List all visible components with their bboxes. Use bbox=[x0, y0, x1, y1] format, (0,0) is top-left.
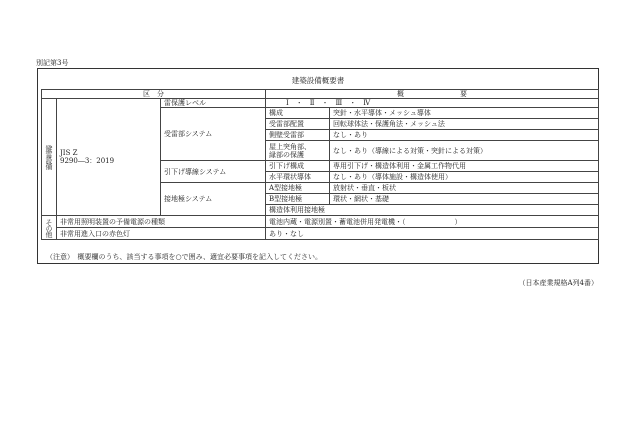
earthing-item: 構造体利用接地極 bbox=[266, 205, 599, 216]
header-row bbox=[42, 90, 599, 99]
down-conductor-item: 水平環状導体 bbox=[266, 172, 330, 183]
others-group-label: その他 bbox=[42, 216, 57, 240]
earthing-value: 環状・網状・基礎 bbox=[330, 194, 599, 205]
earthing-system-label: 接地極システム bbox=[161, 183, 266, 216]
earthing-item: A型接地極 bbox=[266, 183, 330, 194]
others-item: 非常用照明装置の予備電源の種類 bbox=[57, 216, 266, 228]
down-conductor-value: なし・あり（導体施設・構造体使用） bbox=[330, 172, 599, 183]
earthing-item: B型接地極 bbox=[266, 194, 330, 205]
down-conductor-system-label: 引下げ導線システム bbox=[161, 161, 266, 183]
others-value: あり・なし bbox=[266, 228, 599, 240]
lightning-group-label: 避雷設備 bbox=[42, 99, 57, 216]
receptor-item: 側壁受雷部 bbox=[266, 130, 330, 141]
receptor-item: 受雷部配置 bbox=[266, 119, 330, 130]
usage-note: （注意） 概要欄のうち、該当する事項を○で囲み、適宜必要事項を記入してください。 bbox=[46, 253, 323, 261]
header-category: 区 分 bbox=[42, 90, 266, 99]
table-row bbox=[42, 216, 599, 228]
table-row bbox=[42, 99, 599, 108]
down-conductor-item: 引下げ構成 bbox=[266, 161, 330, 172]
lightning-standard: JIS Z 9290―3：2019 bbox=[57, 99, 161, 216]
receptor-system-label: 受雷部システム bbox=[161, 108, 266, 161]
others-item: 非常用進入口の赤色灯 bbox=[57, 228, 266, 240]
equipment-summary-table bbox=[41, 89, 599, 240]
protection-level-label: 雷保護レベル bbox=[161, 99, 266, 108]
receptor-value: 突針・水平導体・メッシュ導体 bbox=[330, 108, 599, 119]
form-number: 別記第3号 bbox=[36, 59, 69, 67]
receptor-value: なし・あり bbox=[330, 130, 599, 141]
protection-level-value: Ⅰ ・ Ⅱ ・ Ⅲ ・ Ⅳ bbox=[266, 99, 599, 108]
header-summary: 概 要 bbox=[266, 90, 599, 99]
paper-size-footer: （日本産業規格A列4番） bbox=[518, 279, 598, 287]
receptor-value: 回転球体法・保護角法・メッシュ法 bbox=[330, 119, 599, 130]
down-conductor-value: 専用引下げ・構造体利用・金属工作物代用 bbox=[330, 161, 599, 172]
receptor-value: なし・あり（導線による対策・突針による対策） bbox=[330, 141, 599, 161]
earthing-value: 放射状・垂直・板状 bbox=[330, 183, 599, 194]
receptor-item: 構成 bbox=[266, 108, 330, 119]
others-value: 電池内蔵・電源別置・蓄電池併用発電機・（ ） bbox=[266, 216, 599, 228]
document-title: 建築設備概要書 bbox=[291, 76, 345, 85]
table-row bbox=[42, 228, 599, 240]
receptor-item: 屋上突角部、 縁部の保護 bbox=[266, 141, 330, 161]
